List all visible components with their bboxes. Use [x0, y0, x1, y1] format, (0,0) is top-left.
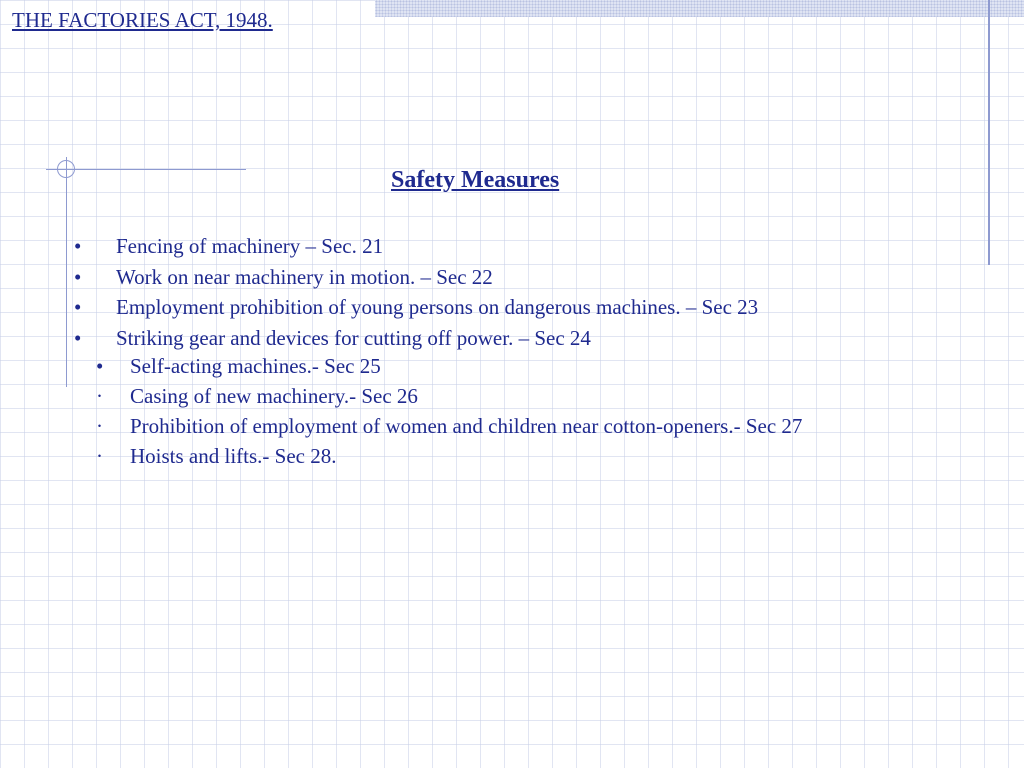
list-item-text: Work on near machinery in motion. – Sec 22 — [116, 264, 493, 289]
list-item-text: Striking gear and devices for cutting off power. – Sec 24 — [116, 325, 591, 350]
sub-list-item-text: Prohibition of employment of women and children near cotton-openers.- Sec 27 — [130, 414, 803, 438]
decorative-vertical-rule — [988, 0, 990, 265]
sub-list-item-text: Hoists and lifts.- Sec 28. — [130, 444, 337, 468]
list-item — [74, 292, 974, 323]
sub-list-item-text: Casing of new machinery.- Sec 26 — [130, 384, 418, 408]
bullet-marker: • — [74, 325, 82, 350]
bullet-list — [74, 231, 974, 353]
sub-list-item — [96, 351, 936, 381]
bullet-marker: · — [96, 384, 103, 408]
decorative-horizontal-rule — [46, 169, 246, 170]
sub-list — [96, 351, 936, 471]
bullet-marker: • — [74, 264, 82, 289]
list-item-text: Employment prohibition of young persons on dangerous machines. – Sec 23 — [116, 295, 759, 319]
bullet-marker: • — [74, 234, 82, 258]
sub-list-item — [96, 441, 936, 471]
header-title: THE FACTORIES ACT, 1948. — [12, 8, 273, 32]
list-item — [74, 262, 974, 293]
bullet-marker: • — [96, 354, 104, 378]
list-item — [74, 231, 974, 262]
list-item-text: Fencing of machinery – Sec. 21 — [116, 234, 384, 258]
slide-title: Safety Measures — [391, 167, 560, 193]
bullet-marker: · — [96, 444, 103, 468]
sub-list-item-text: Self-acting machines.- Sec 25 — [130, 354, 381, 378]
list-item — [74, 323, 974, 354]
bullet-marker: · — [96, 414, 103, 438]
decorative-circle — [57, 160, 75, 178]
decorative-left-rule — [66, 157, 67, 387]
sub-list-item — [96, 411, 936, 441]
bullet-marker: • — [74, 295, 82, 319]
decorative-top-band — [375, 0, 1024, 17]
sub-list-item — [96, 381, 936, 411]
